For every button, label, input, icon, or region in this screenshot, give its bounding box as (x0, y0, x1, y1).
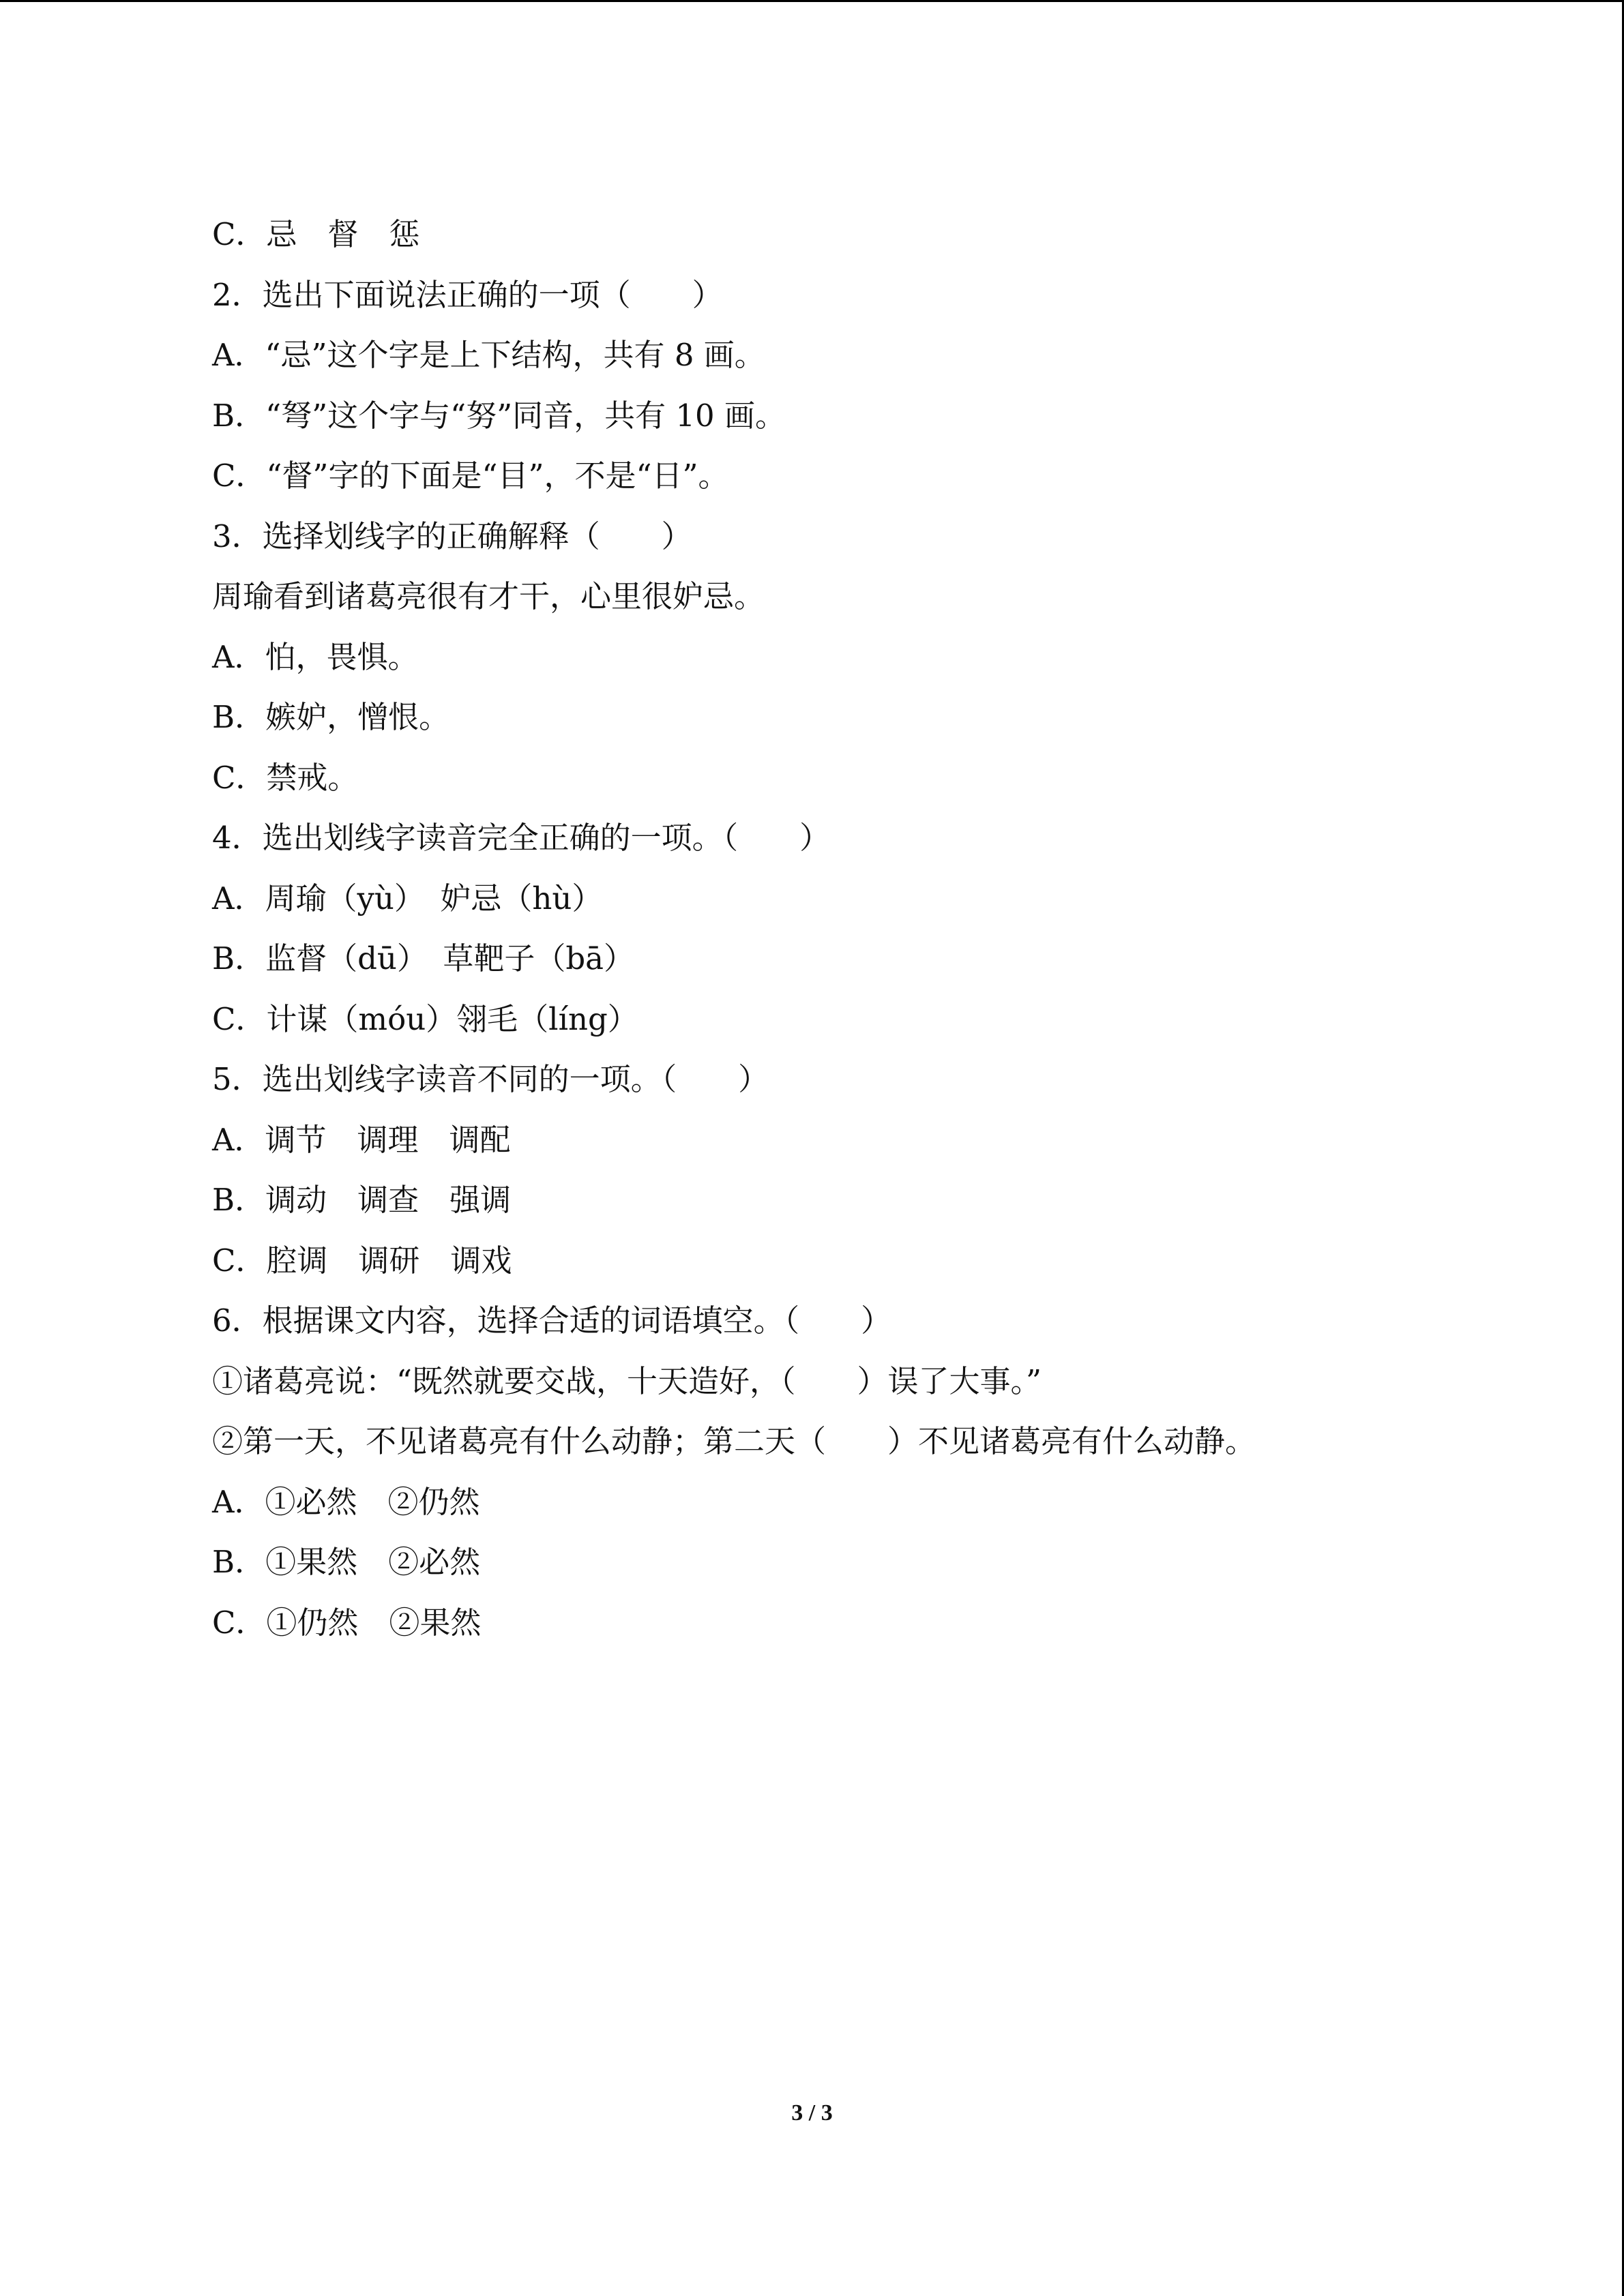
option-line: B．①果然 ②必然 (212, 1544, 481, 1580)
option-line: C．腔调 调研 调戏 (212, 1242, 512, 1279)
option-line: C．①仍然 ②果然 (212, 1604, 482, 1641)
option-line: B．“弩”这个字与“努”同音，共有 10 画。 (212, 397, 786, 434)
option-line: C．忌 督 惩 (212, 216, 420, 252)
option-line: A．怕，畏惧。 (212, 638, 419, 675)
option-line: C．“督”字的下面是“目”，不是“日”。 (212, 458, 729, 494)
option-line: A．①必然 ②仍然 (212, 1483, 480, 1520)
option-line: A．调节 调理 调配 (212, 1121, 511, 1158)
option-line: C．禁戒。 (212, 759, 359, 796)
option-line: B．调动 调查 强调 (212, 1182, 512, 1218)
option-line: B．嫉妒，憎恨。 (212, 699, 450, 735)
question-3: 3．选择划线字的正确解释（ ） (212, 518, 692, 554)
question-4: 4．选出划线字读音完全正确的一项。（ ） (212, 820, 831, 856)
option-line: A．周瑜（yù） 妒忌（hù） (212, 880, 603, 916)
question-6-sentence-1: ①诸葛亮说：“既然就要交战，十天造好，（ ）误了大事。” (212, 1362, 1042, 1399)
question-6: 6．根据课文内容，选择合适的词语填空。（ ） (212, 1302, 892, 1339)
option-line: B．监督（dū） 草靶子（bā） (212, 940, 634, 976)
page-top-border (0, 0, 1624, 2)
page-number: 3 / 3 (791, 2100, 833, 2126)
question-5: 5．选出划线字读音不同的一项。（ ） (212, 1061, 769, 1097)
question-2: 2．选出下面说法正确的一项（ ） (212, 276, 723, 313)
option-line: A．“忌”这个字是上下结构，共有 8 画。 (212, 337, 765, 373)
question-3-sentence: 周瑜看到诸葛亮很有才干，心里很妒忌。 (212, 578, 765, 614)
option-line: C．计谋（móu）翎毛（líng） (212, 1000, 638, 1037)
document-body (212, 211, 1508, 1659)
question-6-sentence-2: ②第一天，不见诸葛亮有什么动静；第二天（ ）不见诸葛亮有什么动静。 (212, 1423, 1256, 1459)
